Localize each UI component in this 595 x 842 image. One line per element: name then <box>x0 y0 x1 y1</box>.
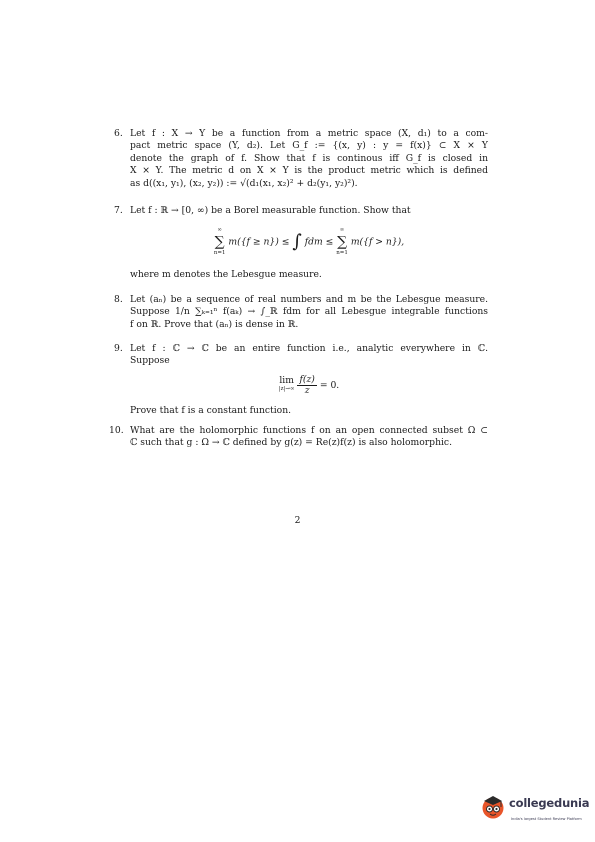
question-line: where m denotes the Lebesgue measure. <box>130 269 322 281</box>
question-line: Suppose 1/n ∑ₖ₌₁ⁿ f(aₖ) → ∫_ℝ fdm for all Lebesgue integrable functions <box>130 306 488 318</box>
fraction: $\frac{f(z)}{z}$ <box>299 373 315 396</box>
logo-text: collegedunia <box>509 796 590 810</box>
question-line: Let f : ℝ → [0, ∞) be a Borel measurable function. Show that <box>130 205 411 216</box>
question-number: 10. <box>109 425 124 436</box>
question-line: Suppose <box>130 355 170 367</box>
question-line: Let f : X → Y be a function from a metric space (X, d₁) to a com- <box>130 128 488 139</box>
question-number: 7. <box>114 205 123 216</box>
question-9 <box>114 343 488 417</box>
question-line: ℂ such that g : Ω → ℂ defined by g(z) = Re(z)f(z) is also holomorphic. <box>130 437 452 449</box>
question-6 <box>114 128 488 190</box>
display-formula <box>130 375 488 401</box>
limit-symbol: lim |z|→∞ <box>278 375 295 393</box>
display-formula <box>130 226 488 260</box>
question-line: Let (aₙ) be a sequence of real numbers and m be the Lebesgue measure. <box>130 294 488 305</box>
formula-middle: fdm ≤ <box>304 236 334 248</box>
question-line: Prove that f is a constant function. <box>130 404 292 416</box>
page-number: 2 <box>294 515 301 526</box>
formula-left: m({f ≥ n}) ≤ <box>228 236 290 248</box>
sum-symbol: ∞ ∑ n=1 <box>336 227 348 257</box>
graduate-mascot-icon <box>480 793 508 821</box>
question-number: 6. <box>114 128 123 139</box>
question-line: pact metric space (Y, d₂). Let G_f := {(x, y) : y = f(x)} ⊂ X × Y <box>130 140 488 152</box>
question-number: 8. <box>114 294 123 305</box>
collegedunia-logo <box>480 793 592 827</box>
question-line: as d((x₁, y₁), (x₂, y₂)) := √(d₁(x₁, x₂)² + d₂(y₁, y₂)²). <box>130 177 358 189</box>
question-line: denote the graph of f. Show that f is continous iff G_f is closed in <box>130 152 488 164</box>
question-line: What are the holomorphic functions f on an open connected subset Ω ⊂ <box>130 425 488 436</box>
logo-tagline: India's largest Student Review Platform <box>511 817 582 821</box>
question-10 <box>109 425 488 450</box>
question-line: f on ℝ. Prove that (aₙ) is dense in ℝ. <box>130 318 299 330</box>
integral-symbol: ∫ <box>292 231 302 253</box>
question-8 <box>114 294 488 331</box>
formula-rhs: = 0. <box>319 379 340 391</box>
question-number: 9. <box>114 343 123 354</box>
question-line: X × Y. The metric d on X × Y is the product metric which is defined <box>130 165 488 177</box>
question-line: Let f : ℂ → ℂ be an entire function i.e., analytic everywhere in ℂ. <box>130 343 488 354</box>
formula-right: m({f > n}), <box>350 236 405 248</box>
question-7 <box>114 205 488 282</box>
sum-symbol: ∞ ∑ n=1 <box>213 227 226 257</box>
